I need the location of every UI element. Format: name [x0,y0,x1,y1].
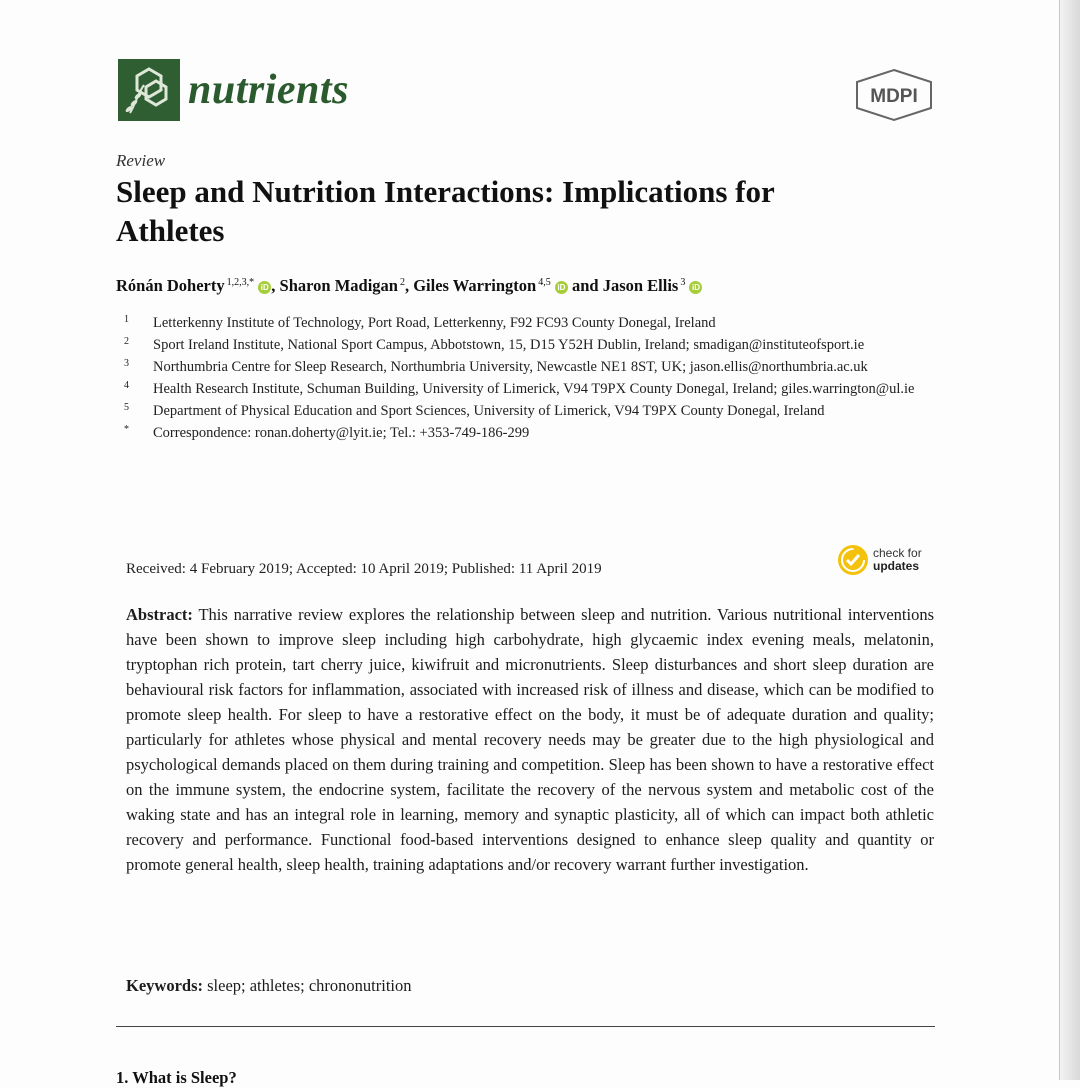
abstract [126,602,934,877]
author-affiliation-marker: 4,5 [538,277,551,288]
affiliation-number: 1 [124,314,129,325]
checkmark-icon [838,545,868,575]
journal-emblem-icon [118,59,180,121]
publisher-logo [853,68,935,122]
article-type: Review [116,151,166,170]
abstract-text: This narrative review explores the relationship between sleep and nutrition. Various nutritional interventions have been shown to improve sleep including high carbohydrate, high glycaemic index evening meals, melatonin, tryptophan rich protein, tart cherry juice, kiwifruit and micronutrients. Sleep disturbances and short sleep duration are behavioural risk factors for inflammation, associated with increased risk of illness and disease, which can be modified to promote sleep health. For sleep to have a restorative effect on the body, it must be of adequate duration and quality; particularly for athletes whose physical and mental recovery needs may be greater due to the high physiological and psychological demands placed on them during training and competition. Sleep has been shown to have a restorative effect on the immune system, the endocrine system, facilitate the recovery of the nervous system and metabolic cost of the waking state and has an integral role in learning, memory and synaptic plasticity, all of which can impact both athletic recovery and performance. Functional food-based interventions designed to enhance sleep quality and quantity or promote general health, sleep health, training adaptations and/or recovery warrant further investigation. [126,605,934,874]
author-list [116,276,702,296]
affiliation-item [124,400,944,422]
author-affiliation-marker: 3 [680,277,686,288]
check-updates-line1: check for [873,546,922,560]
check-updates-line2: updates [873,559,920,573]
author-affiliation-marker: 2 [399,277,405,288]
publisher-name: MDPI [870,86,918,107]
keywords-label: Keywords: [126,976,203,995]
affiliation-number: 5 [124,402,129,413]
affiliation-item [124,378,944,400]
author-name[interactable]: Sharon Madigan [279,276,398,295]
affiliation-item [124,334,944,356]
affiliation-number: * [124,424,129,435]
author-separator: , [271,276,280,295]
affiliation-text: Correspondence: ronan.doherty@lyit.ie; Tel.: +353-749-186-299 [153,425,530,441]
affiliation-text: Sport Ireland Institute, National Sport Campus, Abbotstown, 15, D15 Y52H Dublin, Ireland; smadigan@instituteofsport.ie [153,337,865,353]
affiliations-list [124,312,944,444]
orcid-icon[interactable]: iD [689,281,702,294]
publication-history: Received: 4 February 2019; Accepted: 10 April 2019; Published: 11 April 2019 [126,561,602,577]
affiliation-text: Letterkenny Institute of Technology, Port Road, Letterkenny, F92 FC93 County Donegal, Ireland [153,315,716,331]
author-name[interactable]: Giles Warrington [413,276,537,295]
affiliation-number: 2 [124,336,129,347]
affiliation-text: Department of Physical Education and Sport Sciences, University of Limerick, V94 T9PX County Donegal, Ireland [153,403,825,419]
page-edge-shadow [1059,0,1080,1080]
journal-logo [118,58,349,121]
abstract-label: Abstract: [126,605,193,624]
keywords [126,976,412,996]
article-title: Sleep and Nutrition Interactions: Implications for Athletes [116,174,775,248]
orcid-icon[interactable]: iD [555,281,568,294]
divider [116,1026,935,1027]
affiliation-number: 3 [124,358,129,369]
affiliation-number: 4 [124,380,129,391]
check-for-updates-button[interactable] [838,545,922,575]
author-name[interactable]: and Jason Ellis [571,276,679,295]
affiliation-text: Northumbria Centre for Sleep Research, Northumbria University, Newcastle NE1 8ST, UK; jason.ellis@northumbria.ac.uk [153,359,868,375]
affiliation-item [124,356,944,378]
affiliation-item [124,312,944,334]
orcid-icon[interactable]: iD [258,281,271,294]
author-separator: , [404,276,414,295]
affiliation-text: Health Research Institute, Schuman Building, University of Limerick, V94 T9PX County Donegal, Ireland; giles.warrington@ul.ie [153,381,915,397]
author-affiliation-marker: 1,2,3,* [226,277,255,288]
author-name[interactable]: Rónán Doherty [116,276,225,295]
section-heading: 1. What is Sleep? [116,1068,237,1087]
affiliation-item [124,422,944,444]
journal-name: nutrients [188,66,349,113]
keywords-text: sleep; athletes; chrononutrition [207,976,412,995]
